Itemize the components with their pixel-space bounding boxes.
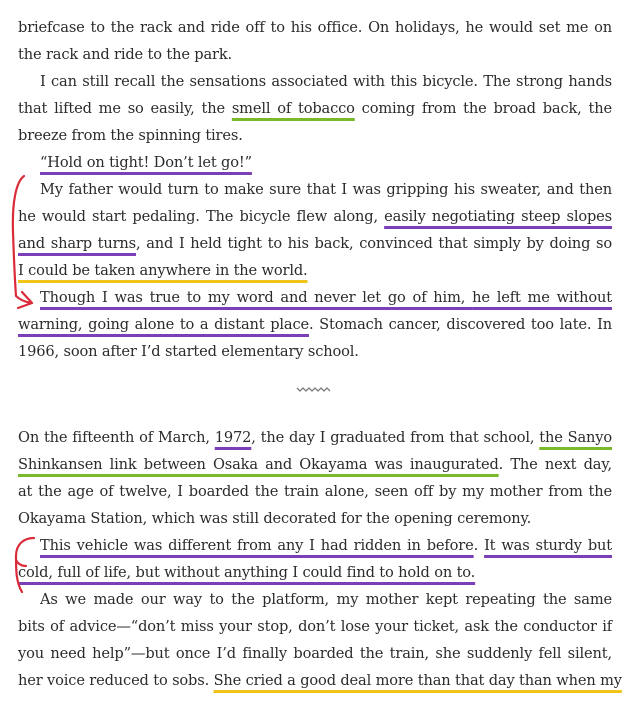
text-line [18,505,612,532]
text-line [18,95,612,122]
text-line [18,338,612,365]
highlight-purple[interactable]: 1972 [214,429,252,446]
text-run: her voice reduced to sobs. [18,672,214,689]
text-run: . [473,537,485,554]
text-line [18,230,612,257]
text-run: . The next day, [498,456,612,473]
text-run: On the fifteenth of March, [18,429,215,446]
text-run: briefcase to the rack and ride off to his office. On holidays, he would set me on [18,19,612,36]
text-line [40,284,612,311]
text-run: As we made our way to the platform, my mother kept repeating the same [40,591,612,608]
text-run: coming from the broad back, the [354,100,613,117]
red-bracket-annotation [4,530,40,600]
highlight-yellow[interactable]: She cried a good deal more than that day than when my [213,672,622,689]
text-run: that lifted me so easily, the [18,100,232,117]
text-run: I can still recall the sensations associated with this bicycle. The strong hands [40,73,612,90]
highlight-purple[interactable]: This vehicle was different from any I had ridden in before [40,537,474,554]
text-line [40,68,612,95]
text-run: at the age of twelve, I boarded the train alone, seen off by my mother from the [18,483,612,500]
text-run: he would start pedaling. The bicycle flew along, [18,208,385,225]
highlight-green[interactable]: smell of tobacco [231,100,355,117]
text-line [18,311,612,338]
highlight-purple[interactable]: and sharp turns [18,235,136,252]
text-run: Okayama Station, which was still decorated for the opening ceremony. [18,510,532,527]
highlight-purple[interactable]: Though I was true to my word and never let go of him, [40,289,473,306]
text-run: you need help”—but once I’d finally boarded the train, she suddenly fell silent, [18,645,612,662]
text-run: breeze from the spinning tires. [18,127,243,144]
highlight-purple[interactable]: easily negotiating steep slopes [384,208,612,225]
highlight-purple[interactable]: It was sturdy but [484,537,612,554]
text-line [40,176,612,203]
text-line [40,532,612,559]
highlight-purple[interactable]: “Hold on tight! Don’t let go!” [40,154,252,171]
highlight-purple[interactable]: cold, full of life, but without anything I could find to hold on to. [18,564,476,581]
text-line [40,149,612,176]
text-run: 1966, soon after I’d started elementary school. [18,343,359,360]
text-line [18,424,612,451]
text-line [18,559,612,586]
text-line [40,586,612,613]
text-line [18,203,612,230]
text-line [18,613,612,640]
red-bracket-annotation [4,172,34,322]
highlight-purple[interactable]: warning, going alone to a distant place [18,316,309,333]
text-line [18,41,612,68]
text-run: bits of advice—“don’t miss your stop, don’t lose your ticket, ask the conductor if [18,618,612,635]
text-line [18,667,622,694]
text-line [18,640,612,667]
text-run: , the day I graduated from that school, [251,429,540,446]
highlight-green[interactable]: Shinkansen link between Osaka and Okayama was inaugurated [18,456,499,473]
highlight-purple[interactable]: he left me without [472,289,612,306]
section-divider-ornament [296,383,332,395]
highlight-green[interactable]: the Sanyo [539,429,613,446]
text-line [18,451,612,478]
text-line [18,14,612,41]
text-run: . Stomach cancer, discovered too late. In [308,316,612,333]
text-run: , and I held tight to his back, convinced that simply by doing so [136,235,612,252]
text-run: My father would turn to make sure that I was gripping his sweater, and then [40,181,612,198]
text-line [18,478,612,505]
text-line [18,257,612,284]
highlight-yellow[interactable]: I could be taken anywhere in the world. [18,262,308,279]
text-run: the rack and ride to the park. [18,46,233,63]
text-line [18,122,612,149]
